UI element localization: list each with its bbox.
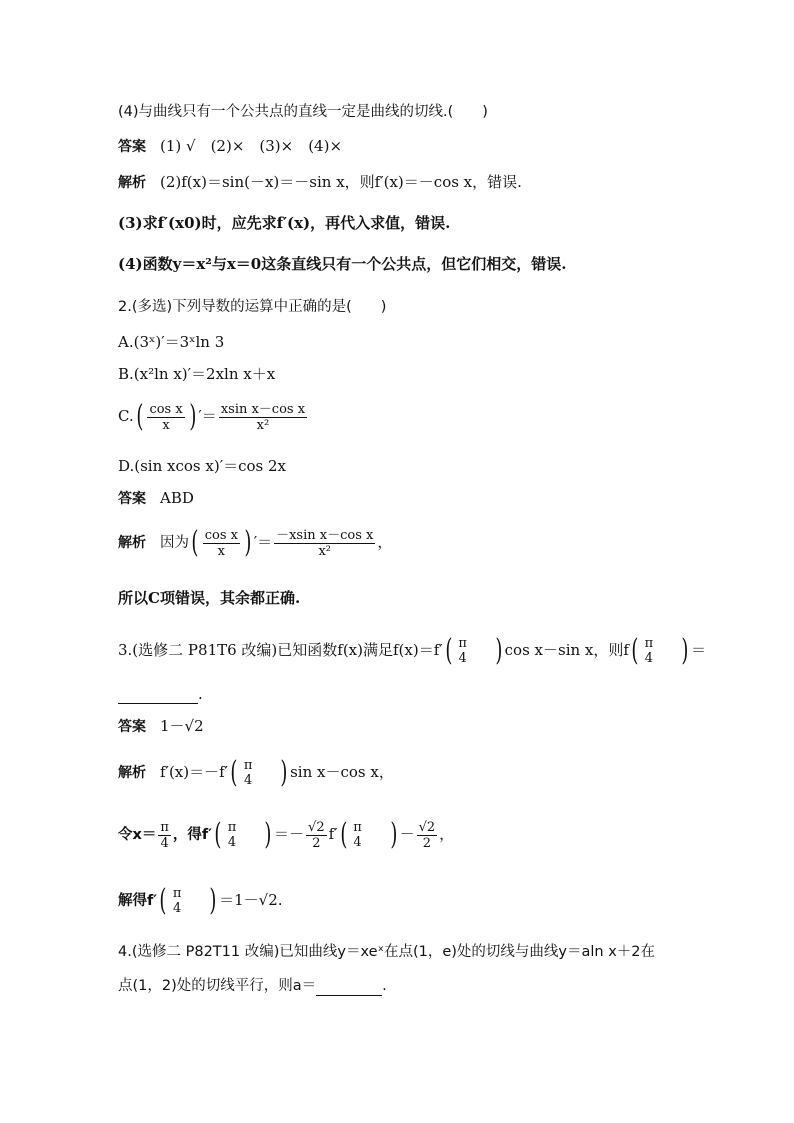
fraction-numerator: π <box>644 636 654 651</box>
right-paren: ) <box>209 883 217 918</box>
q3-analysis-1 <box>118 752 394 793</box>
q3-answer-line <box>118 716 204 737</box>
left-paren: ( <box>339 817 347 852</box>
q2-option-a: A.(3ˣ)′＝3ˣln 3 <box>118 333 225 351</box>
q3-answer: 1－√2 <box>160 717 204 735</box>
sqrt2-over-2 <box>417 820 438 851</box>
q2-conclusion: 所以C项错误，其余都正确. <box>118 589 301 607</box>
analysis-eq: ′＝ <box>253 533 273 551</box>
pi-over-4 <box>242 758 255 788</box>
answer-label: 答案 <box>118 139 146 155</box>
left-paren: ( <box>159 883 167 918</box>
left-paren: ( <box>191 525 199 560</box>
q3-line2-b: ，得f′ <box>172 827 213 843</box>
q2-option-d: D.(sin xcos x)′＝cos 2x <box>118 457 287 475</box>
pi-over-4 <box>158 820 171 851</box>
analysis-prefix: 因为 <box>160 535 189 551</box>
q3-line3-b: ＝1－√2. <box>219 891 283 909</box>
fraction-denominator: 4 <box>172 901 182 916</box>
left-paren: ( <box>136 399 144 434</box>
left-paren: ( <box>214 817 222 852</box>
option-c-rhs-fraction <box>219 402 307 433</box>
right-paren: ) <box>244 525 252 560</box>
q2-analysis <box>118 522 392 563</box>
q3-stem-b: cos x－sin x，则f <box>504 641 629 659</box>
fraction-numerator: π <box>458 636 467 651</box>
fraction-denominator: x <box>217 543 226 559</box>
analysis-label: 解析 <box>118 535 146 551</box>
right-paren: ) <box>390 817 398 852</box>
fraction-denominator: 4 <box>227 835 237 850</box>
analysis-label: 解析 <box>118 175 146 191</box>
fraction-denominator: x <box>162 417 170 433</box>
fraction-denominator: 4 <box>644 651 654 666</box>
q3-line2-d: f′ <box>328 825 338 843</box>
pi-over-4 <box>456 636 469 666</box>
fraction-denominator: 4 <box>243 773 253 788</box>
q1-analysis-4: (4)函数y＝x²与x＝0这条直线只有一个公共点，但它们相交，错误. <box>118 255 567 273</box>
q2-option-c <box>118 396 309 436</box>
fraction-denominator: x² <box>256 417 270 433</box>
q1-item4: (4)与曲线只有一个公共点的直线一定是曲线的切线.( ) <box>118 104 488 120</box>
q3-stem-c: ＝ <box>690 641 706 659</box>
pi-over-4 <box>226 820 239 850</box>
q3-stem-a: 3.(选修二 P81T6 改编)已知函数f(x)满足f(x)＝f′ <box>118 641 443 659</box>
fraction-denominator: 4 <box>458 651 467 666</box>
sqrt2-over-2 <box>306 820 327 851</box>
fraction-numerator: π <box>243 758 253 773</box>
pi-over-4 <box>171 886 184 916</box>
q4-line2 <box>118 976 387 996</box>
pi-over-4 <box>643 636 656 666</box>
right-paren: ) <box>280 755 288 790</box>
fraction-numerator: －xsin x－cos x <box>276 527 374 543</box>
fraction-denominator: 2 <box>422 835 431 851</box>
q1-answer: (1) √ (2)× (3)× (4)× <box>160 137 343 155</box>
q3-analysis-2 <box>118 814 454 855</box>
fraction-numerator: xsin x－cos x <box>220 401 306 417</box>
q4-line2-text: 点(1，2)处的切线平行，则a＝ <box>118 978 317 994</box>
q3-analysis-3 <box>118 880 283 921</box>
fraction-denominator: 4 <box>160 835 169 851</box>
q3-line2-a: 令x＝ <box>118 827 157 843</box>
q4-period: . <box>382 978 387 994</box>
q1-answer-line <box>118 136 342 157</box>
q2-option-b: B.(x²ln x)′＝2xln x＋x <box>118 365 276 383</box>
q3-stem <box>118 630 706 670</box>
option-c-prefix: C. <box>118 407 134 425</box>
left-paren: ( <box>631 633 639 668</box>
analysis-lhs-fraction <box>203 528 240 559</box>
answer-label: 答案 <box>118 719 146 735</box>
fraction-numerator: cos x <box>149 401 183 417</box>
analysis-tail: ， <box>377 533 393 551</box>
q1-analysis-2 <box>118 172 522 193</box>
fraction-numerator: π <box>353 820 362 835</box>
q3-answer-blank-line: . <box>118 684 203 704</box>
right-paren: ) <box>189 399 197 434</box>
q2-answer: ABD <box>160 489 194 507</box>
left-paren: ( <box>230 755 238 790</box>
option-c-lhs-fraction <box>147 402 184 433</box>
right-paren: ) <box>264 817 272 852</box>
right-paren: ) <box>495 633 503 668</box>
answer-blank[interactable] <box>316 979 382 996</box>
analysis-rhs-fraction <box>274 528 375 559</box>
q3-line1-b: sin x－cos x， <box>290 763 394 781</box>
fraction-denominator: 2 <box>312 835 321 851</box>
fraction-numerator: √2 <box>308 819 325 835</box>
q3-line2-e: － <box>399 825 415 843</box>
fraction-numerator: π <box>172 886 182 901</box>
q3-line1-a: f′(x)＝－f′ <box>160 763 229 781</box>
fraction-numerator: π <box>227 820 237 835</box>
left-paren: ( <box>445 633 453 668</box>
q3-line2-c: ＝－ <box>274 825 305 843</box>
q1-analysis-3: (3)求f′(x0)时，应先求f′(x)，再代入求值，错误. <box>118 214 451 232</box>
q4-line1: 4.(选修二 P82T11 改编)已知曲线y＝xeˣ在点(1，e)处的切线与曲线y＝aln x＋2在 <box>118 944 656 960</box>
answer-label: 答案 <box>118 491 146 507</box>
fraction-numerator: cos x <box>204 527 238 543</box>
q2-answer-line <box>118 488 194 509</box>
q1-analysis-2-text: (2)f(x)＝sin(－x)＝－sin x，则f′(x)＝－cos x，错误. <box>160 173 522 191</box>
pi-over-4 <box>351 820 364 850</box>
analysis-label: 解析 <box>118 765 146 781</box>
q3-line3-a: 解得f′ <box>118 893 158 909</box>
q3-line2-f: ， <box>439 825 455 843</box>
option-c-eq: ′＝ <box>198 407 217 425</box>
fraction-numerator: √2 <box>418 819 436 835</box>
fraction-numerator: π <box>160 819 169 835</box>
fraction-denominator: x² <box>318 543 331 559</box>
fraction-denominator: 4 <box>353 835 362 850</box>
q2-stem: 2.(多选)下列导数的运算中正确的是( ) <box>118 299 387 315</box>
answer-blank[interactable] <box>118 687 198 704</box>
right-paren: ) <box>681 633 689 668</box>
